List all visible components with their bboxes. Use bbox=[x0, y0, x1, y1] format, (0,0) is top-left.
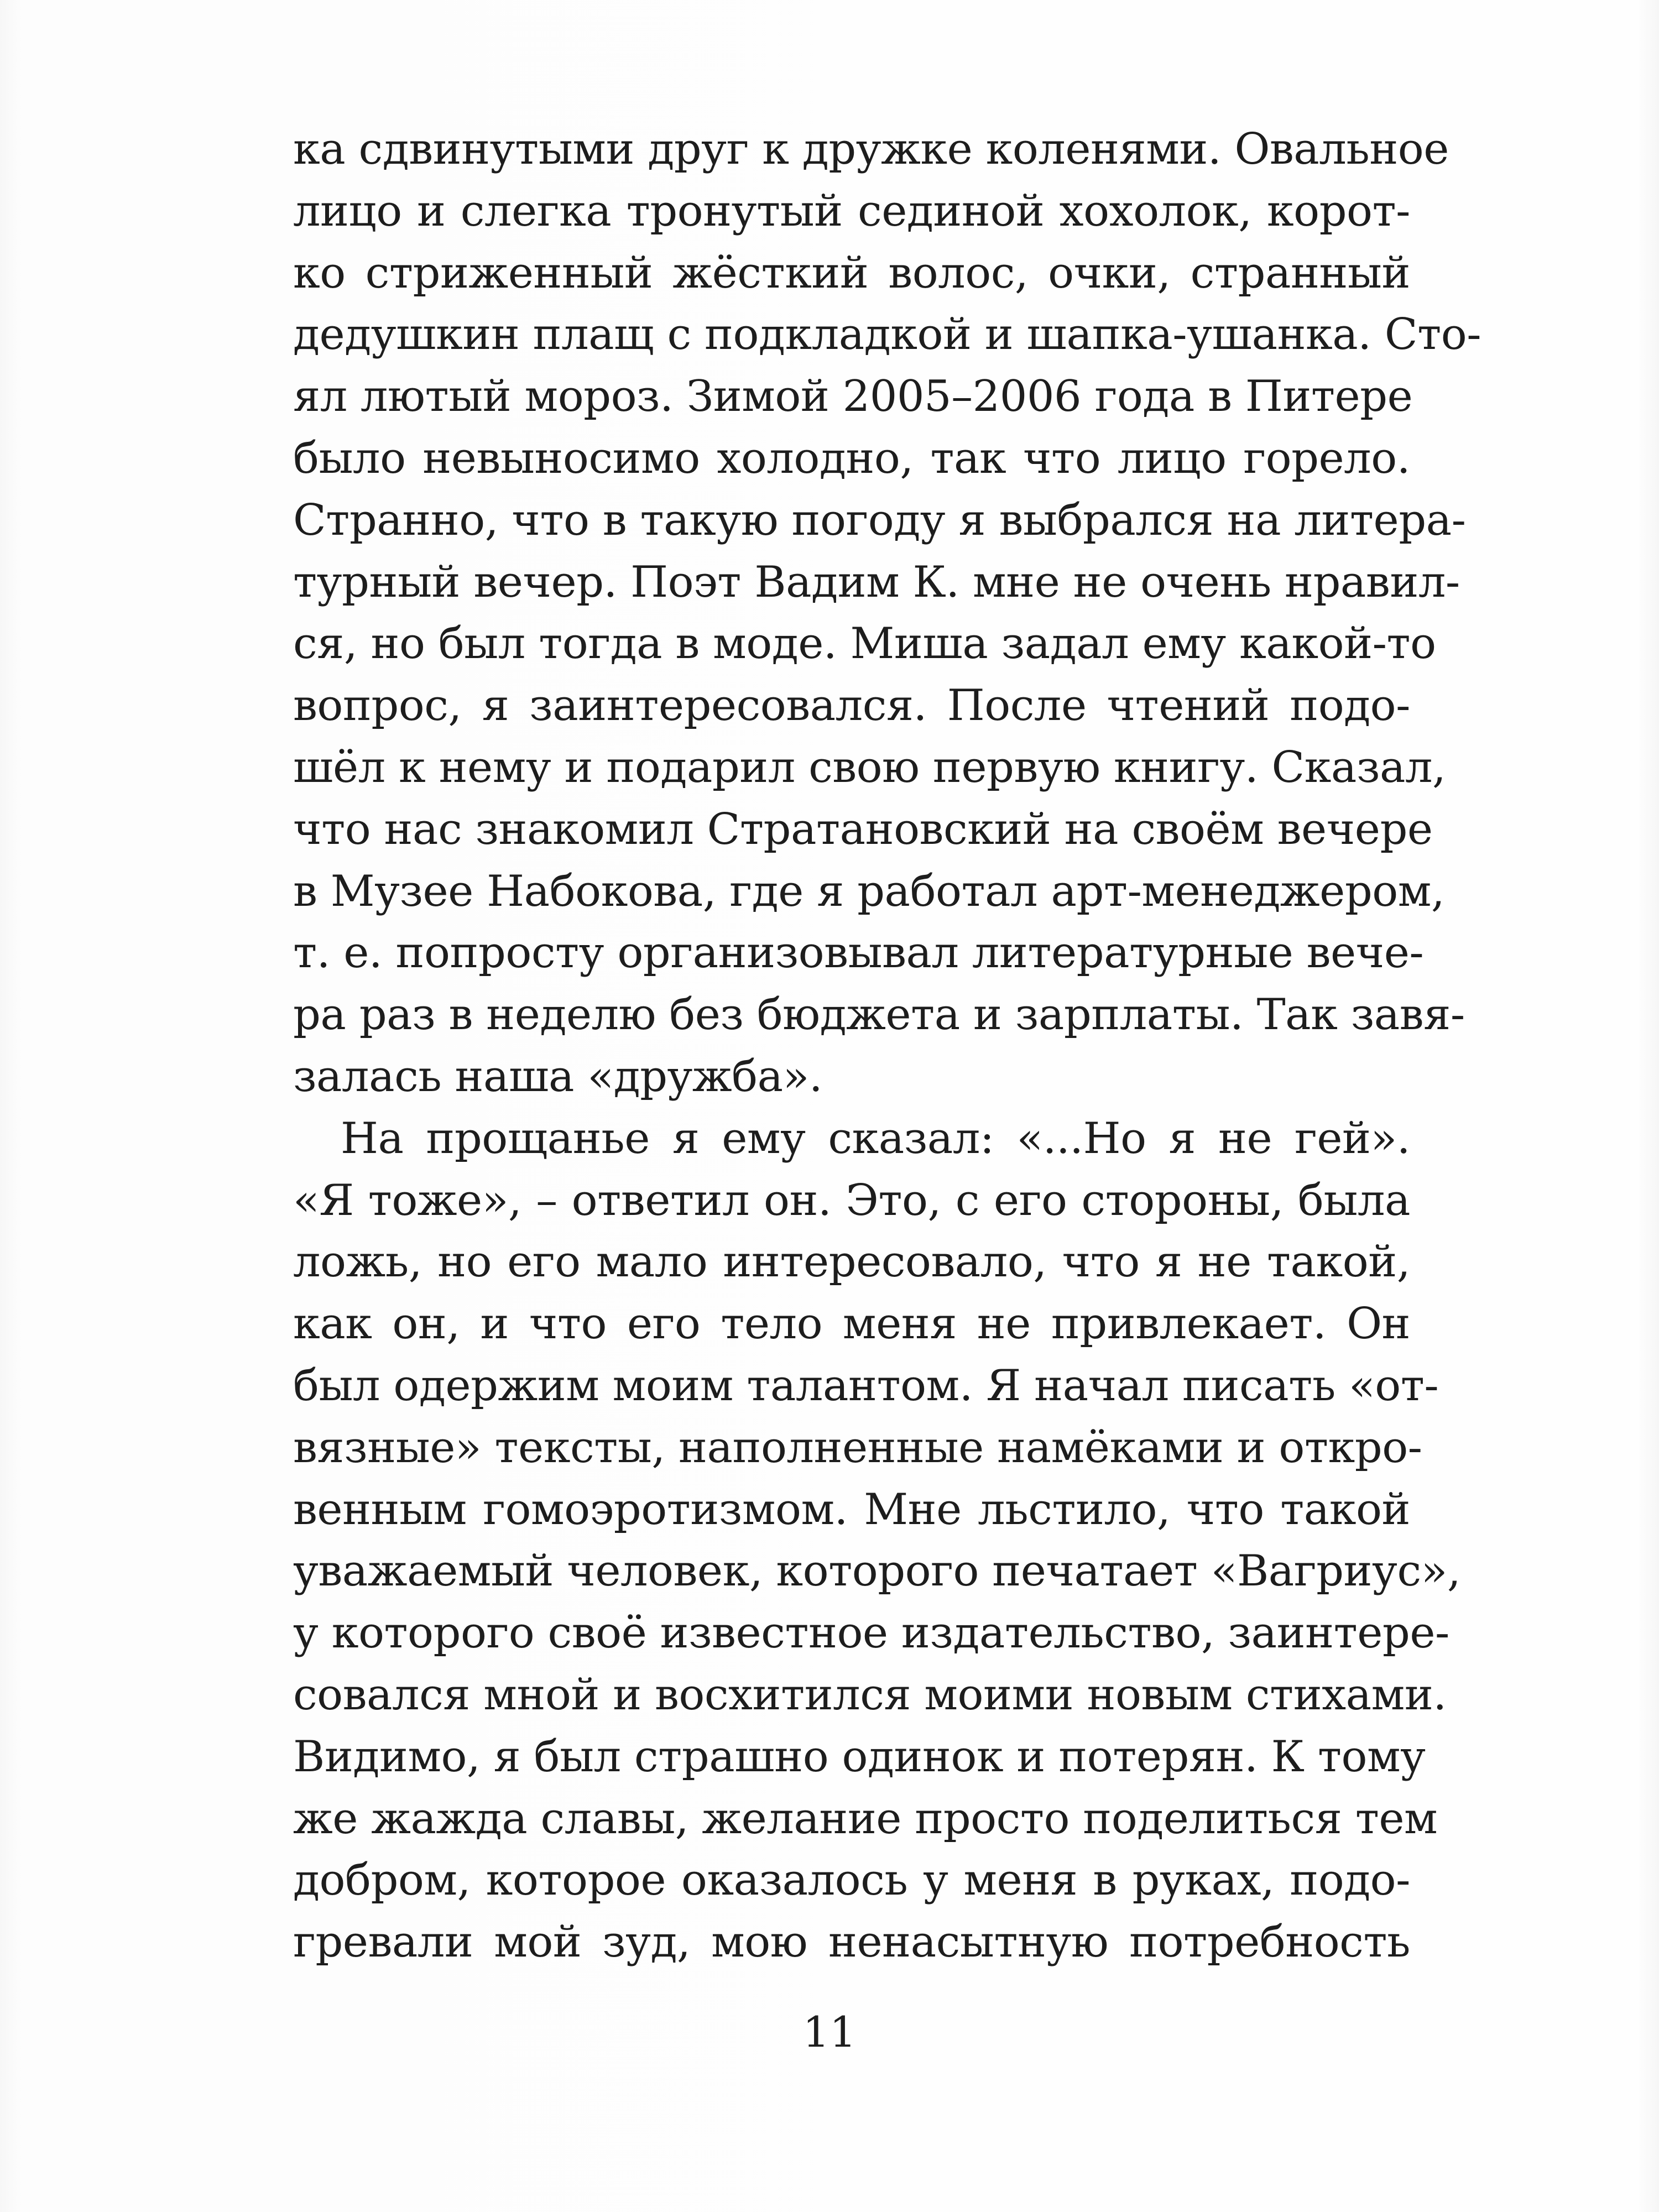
text-line: т. е. попросту организовывал литературные вече- bbox=[293, 928, 1424, 978]
text-line: лицо и слегка тронутый сединой хохолок, корот- bbox=[293, 186, 1410, 236]
text-line: ся, но был тогда в моде. Миша задал ему какой-то bbox=[293, 619, 1436, 669]
paragraph-end-line: залась наша «дружба». bbox=[293, 1051, 823, 1102]
text-line: что нас знакомил Стратановский на своём вечере bbox=[293, 804, 1433, 854]
text-line: ял лютый мороз. Зимой 2005–2006 года в Питере bbox=[293, 372, 1413, 422]
text-line: ра раз в неделю без бюджета и зарплаты. Так завя- bbox=[293, 990, 1465, 1040]
text-line: шёл к нему и подарил свою первую книгу. Сказал, bbox=[293, 742, 1446, 792]
text-line: дедушкин плащ с подкладкой и шапка-ушанка. Сто- bbox=[293, 310, 1481, 360]
text-line: ложь, но его мало интересовало, что я не такой, bbox=[293, 1237, 1410, 1287]
text-line: совался мной и восхитился моими новым стихами. bbox=[293, 1670, 1447, 1720]
text-line: «Я тоже», – ответил он. Это, с его стороны, была bbox=[293, 1175, 1410, 1225]
text-line: уважаемый человек, которого печатает «Вагриус», bbox=[293, 1546, 1461, 1597]
text-line: был одержим моим талантом. Я начал писать «от- bbox=[293, 1360, 1439, 1411]
text-line: в Музее Набокова, где я работал арт-менеджером, bbox=[293, 866, 1445, 916]
text-line: турный вечер. Поэт Вадим К. мне не очень нравил- bbox=[293, 557, 1460, 607]
page-number: 11 bbox=[802, 2007, 857, 2057]
text-line: венным гомоэротизмом. Мне льстило, что такой bbox=[293, 1484, 1410, 1535]
text-line: же жажда славы, желание просто поделиться тем bbox=[293, 1793, 1438, 1844]
text-line: как он, и что его тело меня не привлекает. Он bbox=[293, 1299, 1410, 1349]
body-text bbox=[293, 119, 1481, 1974]
paragraph-first-line: На прощанье я ему сказал: «...Но я не гей». bbox=[341, 1113, 1410, 1164]
text-line: ко стриженный жёсткий волос, очки, странный bbox=[293, 248, 1410, 298]
text-line: гревали мой зуд, мою ненасытную потребность bbox=[293, 1917, 1410, 1968]
text-line: вопрос, я заинтересовался. После чтений подо- bbox=[293, 681, 1410, 731]
text-line: у которого своё известное издательство, заинтере- bbox=[293, 1608, 1449, 1658]
text-line: добром, которое оказалось у меня в руках, подо- bbox=[293, 1855, 1410, 1906]
text-line: было невыносимо холодно, так что лицо горело. bbox=[293, 433, 1410, 483]
text-line: Странно, что в такую погоду я выбрался на литера- bbox=[293, 495, 1466, 545]
text-line: вязные» тексты, наполненные намёками и откро- bbox=[293, 1422, 1422, 1473]
text-line: ка сдвинутыми друг к дружке коленями. Овальное bbox=[293, 124, 1449, 174]
text-line: Видимо, я был страшно одинок и потерян. К тому bbox=[293, 1731, 1426, 1782]
